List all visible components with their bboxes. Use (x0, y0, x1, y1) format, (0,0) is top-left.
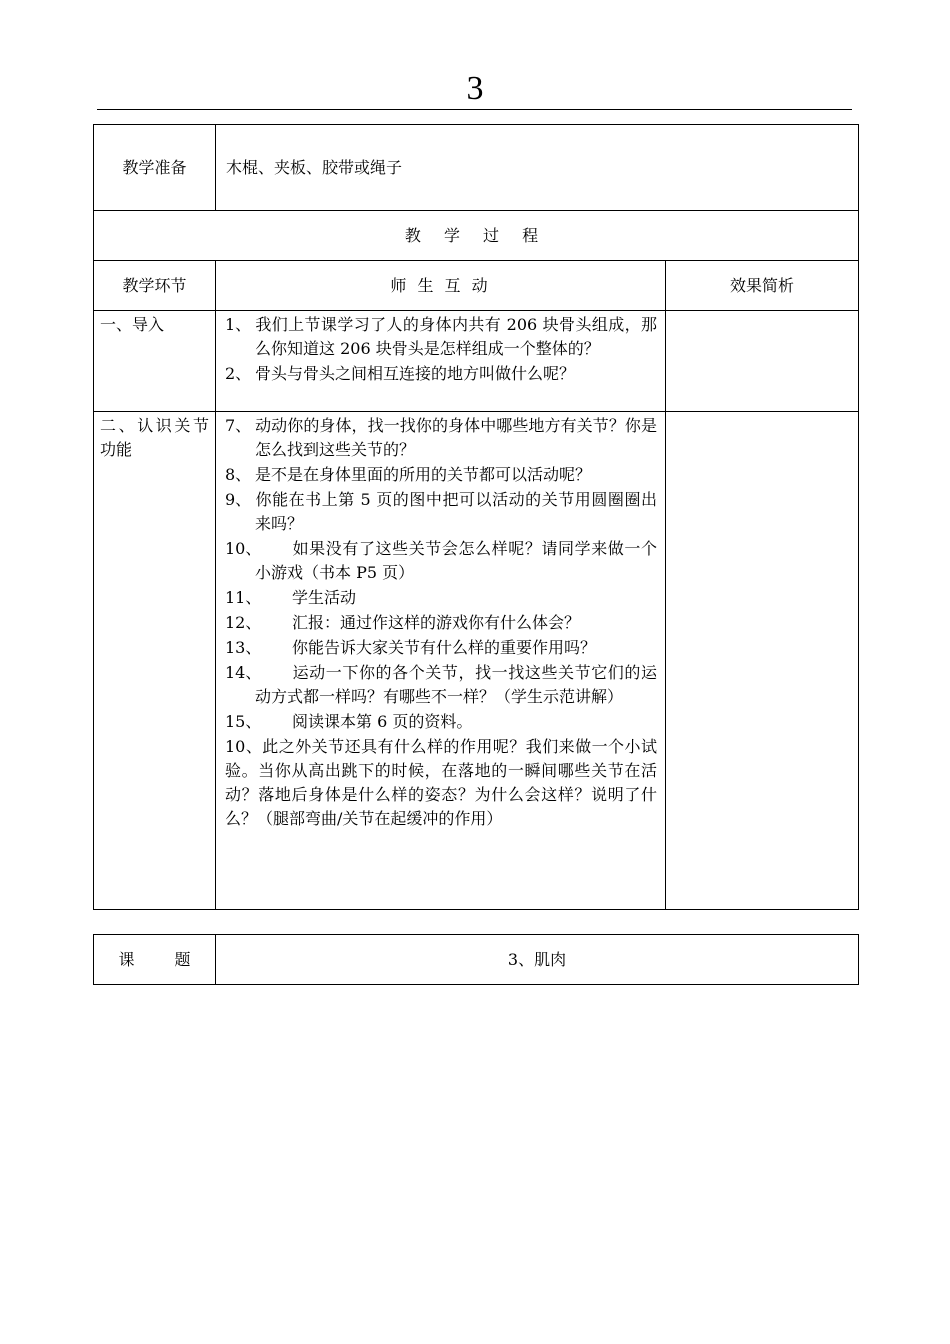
header-analysis: 效果简析 (666, 261, 859, 311)
list-item (225, 661, 657, 709)
list-item (225, 710, 657, 734)
lesson-table (93, 124, 859, 910)
item-number: 8、 (225, 465, 252, 484)
item-text: 是不是在身体里面的所用的关节都可以活动呢？ (255, 465, 592, 484)
item-number: 13、 (225, 638, 262, 657)
stage-label: 一、导入 (100, 315, 165, 334)
item-text: 学生活动 (292, 588, 357, 607)
prep-label: 教学准备 (94, 125, 216, 211)
item-text: 骨头与骨头之间相互连接的地方叫做什么呢？ (255, 364, 576, 383)
item-number: 2、 (225, 364, 252, 383)
item-text: 你能在书上第 5 页的图中把可以活动的关节用圆圈圈出来吗？ (255, 490, 657, 533)
topic-value: 3、肌肉 (216, 935, 859, 985)
prep-row (94, 125, 859, 211)
header-row (94, 261, 859, 311)
stage-cell (94, 412, 216, 910)
item-number: 12、 (225, 613, 262, 632)
section-row (94, 412, 859, 910)
item-text: 你能告诉大家关节有什么样的重要作用吗？ (292, 638, 597, 657)
page-number: 3 (466, 70, 484, 107)
paragraph: 10、此之外关节还具有什么样的作用呢？我们来做一个小试验。当你从高出跳下的时候，在落地的一瞬间哪些关节在活动？落地后身体是什么样的姿态？为什么会这样？说明了什么？（腿部弯曲/关节在起缓冲的作用） (225, 737, 657, 828)
list-item (225, 488, 657, 536)
item-number: 9、 (225, 490, 252, 509)
list-item (225, 636, 657, 660)
item-number: 15、 (225, 712, 262, 731)
interaction-cell (216, 311, 666, 412)
topic-table (93, 934, 859, 985)
item-text: 运动一下你的各个关节，找一找这些关节它们的运动方式都一样吗？有哪些不一样？（学生示范讲解） (255, 663, 657, 706)
analysis-cell (666, 412, 859, 910)
list-item (225, 586, 657, 610)
topic-row (94, 935, 859, 985)
header-interaction: 师 生 互 动 (216, 261, 666, 311)
item-text: 汇报：通过作这样的游戏你有什么体会？ (292, 613, 581, 632)
list-item (225, 414, 657, 462)
item-number: 11、 (225, 588, 262, 607)
stage-label: 二、认识关节功能 (100, 416, 209, 459)
item-text: 如果没有了这些关节会怎么样呢？请同学来做一个小游戏（书本 P5 页） (255, 539, 657, 582)
item-number: 1、 (225, 315, 252, 334)
process-title-row (94, 211, 859, 261)
list-item (225, 362, 657, 386)
item-text: 我们上节课学习了人的身体内共有 206 块骨头组成，那么你知道这 206 块骨头是怎样组成一个整体的？ (255, 315, 657, 358)
stage-cell (94, 311, 216, 412)
list-item (225, 463, 657, 487)
process-title: 教 学 过 程 (94, 211, 859, 261)
header-rule (97, 109, 852, 110)
item-text: 动动你的身体，找一找你的身体中哪些地方有关节？你是怎么找到这些关节的？ (255, 416, 657, 459)
topic-label-b: 题 (174, 949, 191, 969)
list-item (225, 537, 657, 585)
item-number: 10、 (225, 539, 262, 558)
list-item (225, 313, 657, 361)
analysis-cell (666, 311, 859, 412)
item-number: 14、 (225, 663, 262, 682)
topic-label (94, 935, 216, 985)
prep-value: 木棍、夹板、胶带或绳子 (216, 125, 859, 211)
item-number: 7、 (225, 416, 252, 435)
item-text: 阅读课本第 6 页的资料。 (292, 712, 473, 731)
list-item (225, 611, 657, 635)
section-row (94, 311, 859, 412)
interaction-cell (216, 412, 666, 910)
topic-label-a: 课 (118, 949, 135, 969)
header-stage: 教学环节 (94, 261, 216, 311)
